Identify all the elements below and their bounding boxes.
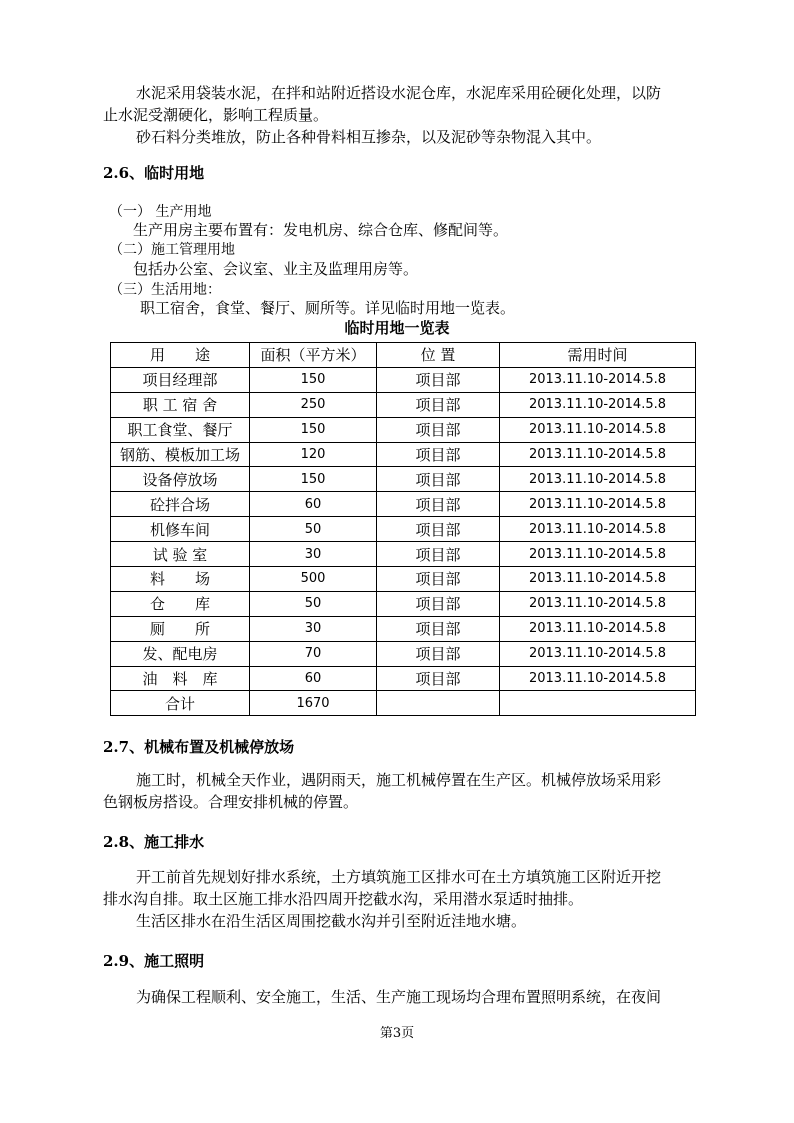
cell-location: 项目部: [377, 616, 500, 641]
cell-area: 70: [250, 641, 377, 666]
cell-purpose: 机修车间: [111, 517, 250, 542]
cell-time: 2013.11.10-2014.5.8: [500, 392, 696, 417]
cell-area: 30: [250, 542, 377, 567]
table-row: [111, 641, 696, 666]
subsection-text-production: 生产用房主要布置有：发电机房、综合仓库、修配间等。: [133, 221, 509, 239]
cell-location: 项目部: [377, 492, 500, 517]
cell-area: 60: [250, 666, 377, 691]
cell-total-area: 1670: [250, 691, 377, 716]
table-row: [111, 367, 696, 392]
cell-purpose: 钢筋、模板加工场: [111, 442, 250, 467]
table-row: [111, 616, 696, 641]
section-2-8-line-1: 开工前首先规划好排水系统，土方填筑施工区排水可在土方填筑施工区附近开挖: [136, 868, 662, 886]
cell-location: 项目部: [377, 591, 500, 616]
cell-area: 150: [250, 417, 377, 442]
header-time: 需用时间: [500, 343, 696, 368]
cell-time: 2013.11.10-2014.5.8: [500, 567, 696, 592]
cell-area: 60: [250, 492, 377, 517]
cell-time: 2013.11.10-2014.5.8: [500, 467, 696, 492]
cell-location: 项目部: [377, 567, 500, 592]
subsection-label-living: （三）生活用地：: [109, 282, 221, 298]
section-2-7-line-1: 施工时，机械全天作业，遇阴雨天，施工机械停置在生产区。机械停放场采用彩: [136, 771, 662, 789]
cell-area: 30: [250, 616, 377, 641]
cell-purpose: 职工食堂、餐厅: [111, 417, 250, 442]
table-row: [111, 517, 696, 542]
cell-total-label: 合计: [111, 691, 250, 716]
cell-purpose: 砼拌合场: [111, 492, 250, 517]
cell-location: 项目部: [377, 367, 500, 392]
cell-purpose: 设备停放场: [111, 467, 250, 492]
table-row: [111, 442, 696, 467]
cell-time: 2013.11.10-2014.5.8: [500, 442, 696, 467]
cell-area: 500: [250, 567, 377, 592]
section-heading-2-7: 2.7、机械布置及机械停放场: [103, 738, 295, 756]
header-area: 面积（平方米）: [250, 343, 377, 368]
cell-location: 项目部: [377, 517, 500, 542]
header-location: 位 置: [377, 343, 500, 368]
cell-location: 项目部: [377, 442, 500, 467]
cell-purpose: 料 场: [111, 567, 250, 592]
section-2-7-line-2: 色钢板房搭设。合理安排机械的停置。: [103, 793, 359, 811]
table-title: 临时用地一览表: [344, 319, 450, 337]
subsection-text-management: 包括办公室、会议室、业主及监理用房等。: [133, 260, 419, 278]
temporary-land-table: [110, 342, 696, 716]
cell-time: 2013.11.10-2014.5.8: [500, 517, 696, 542]
table-row: [111, 567, 696, 592]
intro-paragraph-1-line-2: 止水泥受潮硬化，影响工程质量。: [103, 106, 329, 124]
table-row: [111, 591, 696, 616]
cell-time: 2013.11.10-2014.5.8: [500, 542, 696, 567]
cell-time: 2013.11.10-2014.5.8: [500, 591, 696, 616]
cell-location: 项目部: [377, 467, 500, 492]
cell-purpose: 项目经理部: [111, 367, 250, 392]
intro-paragraph-2: 砂石料分类堆放，防止各种骨料相互掺杂，以及泥砂等杂物混入其中。: [136, 128, 602, 146]
intro-paragraph-1-line-1: 水泥采用袋装水泥，在拌和站附近搭设水泥仓库，水泥库采用砼硬化处理，以防: [136, 84, 662, 102]
cell-area: 50: [250, 591, 377, 616]
cell-purpose: 职 工 宿 舍: [111, 392, 250, 417]
cell-area: 150: [250, 367, 377, 392]
cell-area: 250: [250, 392, 377, 417]
cell-location: 项目部: [377, 542, 500, 567]
section-2-9-line-1: 为确保工程顺利、安全施工，生活、生产施工现场均合理布置照明系统，在夜间: [136, 988, 662, 1006]
table-row: [111, 417, 696, 442]
cell-area: 120: [250, 442, 377, 467]
subsection-text-living: 职工宿舍，食堂、餐厅、厕所等。详见临时用地一览表。: [140, 299, 516, 317]
cell-location: 项目部: [377, 392, 500, 417]
cell-time: 2013.11.10-2014.5.8: [500, 417, 696, 442]
section-heading-2-6: 2.6、临时用地: [103, 164, 205, 182]
cell-location: 项目部: [377, 641, 500, 666]
cell-total-time: [500, 691, 696, 716]
cell-location: 项目部: [377, 666, 500, 691]
section-2-8-line-3: 生活区排水在沿生活区周围挖截水沟并引至附近洼地水塘。: [136, 912, 527, 930]
table-header-row: [111, 343, 696, 368]
cell-purpose: 油 料 库: [111, 666, 250, 691]
cell-area: 150: [250, 467, 377, 492]
table-row: [111, 492, 696, 517]
cell-time: 2013.11.10-2014.5.8: [500, 367, 696, 392]
cell-time: 2013.11.10-2014.5.8: [500, 616, 696, 641]
page-number: 第3页: [379, 1026, 415, 1041]
cell-time: 2013.11.10-2014.5.8: [500, 492, 696, 517]
subsection-label-production: （一） 生产用地: [109, 204, 212, 220]
table-row: [111, 666, 696, 691]
cell-total-location: [377, 691, 500, 716]
cell-purpose: 厕 所: [111, 616, 250, 641]
cell-purpose: 发、配电房: [111, 641, 250, 666]
subsection-label-management: （二）施工管理用地: [109, 242, 235, 258]
cell-location: 项目部: [377, 417, 500, 442]
section-2-8-line-2: 排水沟自排。取土区施工排水沿四周开挖截水沟，采用潜水泵适时抽排。: [103, 890, 584, 908]
cell-time: 2013.11.10-2014.5.8: [500, 641, 696, 666]
table-total-row: [111, 691, 696, 716]
cell-purpose: 仓 库: [111, 591, 250, 616]
section-heading-2-9: 2.9、施工照明: [103, 952, 205, 970]
table-row: [111, 467, 696, 492]
cell-area: 50: [250, 517, 377, 542]
cell-time: 2013.11.10-2014.5.8: [500, 666, 696, 691]
header-purpose: 用 途: [111, 343, 250, 368]
cell-purpose: 试 验 室: [111, 542, 250, 567]
table-row: [111, 542, 696, 567]
section-heading-2-8: 2.8、施工排水: [103, 833, 205, 851]
table-row: [111, 392, 696, 417]
